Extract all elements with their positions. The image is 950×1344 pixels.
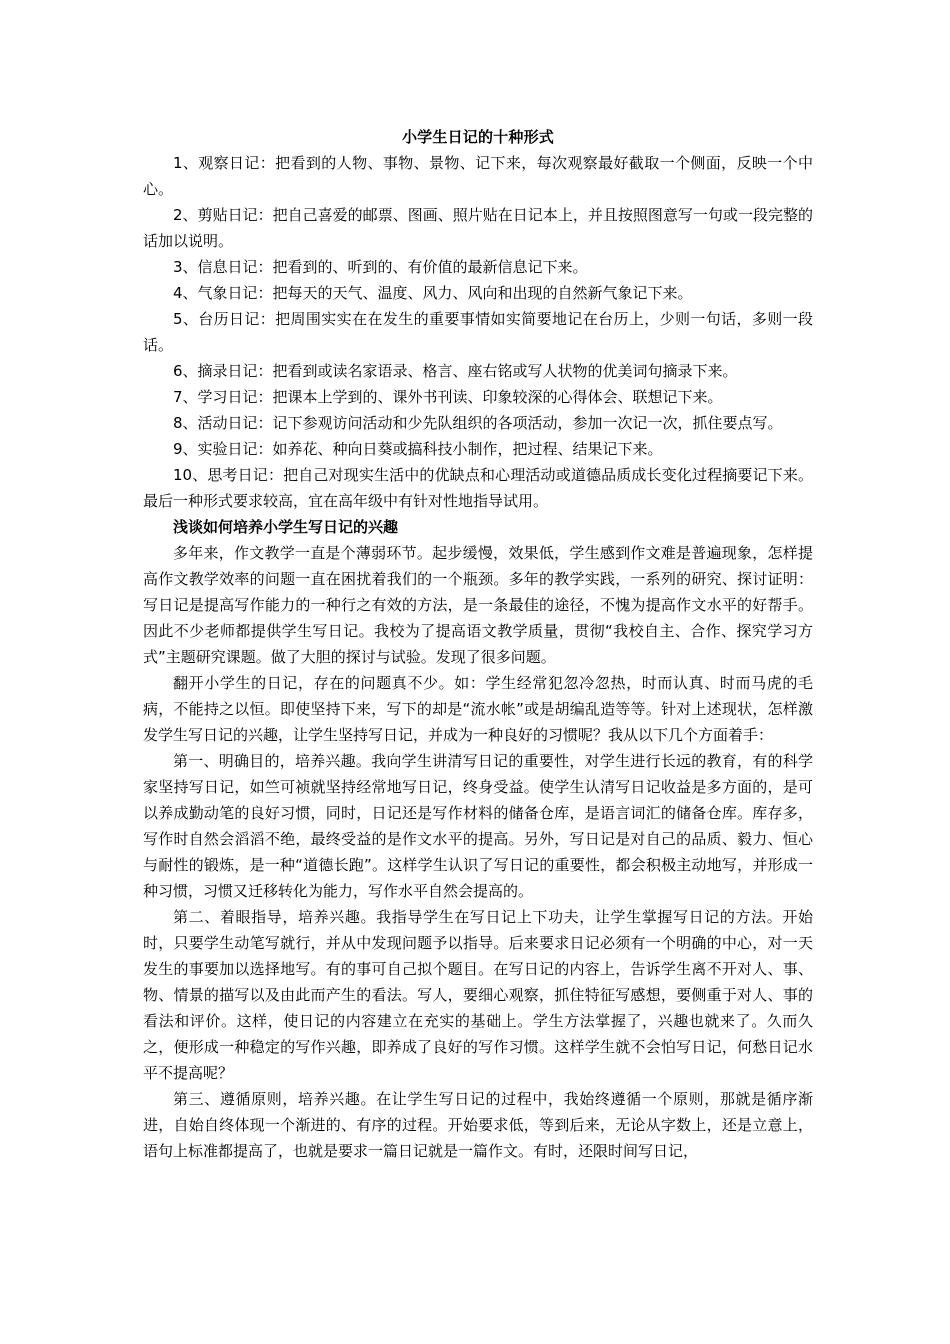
form-item-4: 4、气象日记：把每天的天气、温度、风力、风向和出现的自然新气象记下来。 (173, 284, 693, 302)
form-item-10: 10、思考日记：把自己对现实生活中的优缺点和心理活动或道德品质成长变化过程摘要记下来。最后一种形式要求较高，宜在高年级中有针对性地指导试用。 (143, 466, 813, 510)
document-title: 小学生日记的十种形式 (401, 128, 554, 146)
form-item-3: 3、信息日记：把看到的、听到的、有价值的最新信息记下来。 (173, 258, 588, 276)
form-item-1: 1、观察日记：把看到的人物、事物、景物、记下来，每次观察最好截取一个侧面，反映一个中心。 (143, 154, 813, 198)
form-item-7: 7、学习日记：把课本上学到的、课外书刊读、印象较深的心得体会、联想记下来。 (173, 388, 723, 406)
form-item-2: 2、剪贴日记：把自己喜爱的邮票、图画、照片贴在日记本上，并且按照图意写一句或一段完整的话加以说明。 (143, 206, 813, 250)
form-item-5: 5、台历日记：把周围实实在在发生的重要事情如实简要地记在台历上，少则一句话，多则一段话。 (143, 310, 813, 354)
body-paragraph: 第一、明确目的，培养兴趣。我向学生讲清写日记的重要性，对学生进行长远的教育，有的科学家坚持写日记，如竺可祯就坚持经常地写日记，终身受益。使学生认清写日记收益是多方面的，是可以养成勤动笔的良好习惯，同时，日记还是写作材料的储备仓库，是语言词汇的储备仓库。库存多，写作时自然会滔滔不绝，最终受益的是作文水平的提高。另外，写日记是对自己的品质、毅力、恒心与耐性的锻炼，是一种“道德长跑”。这样学生认识了写日记的重要性，都会积极主动地写，并形成一种习惯，习惯又迁移转化为能力，写作水平自然会提高的。 (143, 752, 813, 900)
body-paragraph: 第二、着眼指导，培养兴趣。我指导学生在写日记上下功夫，让学生掌握写日记的方法。开始时，只要学生动笔写就行，并从中发现问题予以指导。后来要求日记必须有一个明确的中心，对一天发生的事要加以选择地写。有的事可自己拟个题目。在写日记的内容上，告诉学生离不开对人、事、物、情景的描写以及由此而产生的看法。写人，要细心观察，抓住特征写感想，要侧重于对人、事的看法和评价。这样，使日记的内容建立在充实的基础上。学生方法掌握了，兴趣也就来了。久而久之，便形成一种稳定的写作兴趣，即养成了良好的写作习惯。这样学生就不会怕写日记，何愁日记水平不提高呢？ (143, 908, 813, 1082)
form-item-8: 8、活动日记：记下参观访问活动和少先队组织的各项活动，参加一次记一次，抓住要点写。 (173, 414, 783, 432)
section-heading: 浅谈如何培养小学生写日记的兴趣 (173, 518, 399, 536)
body-paragraph: 第三、遵循原则，培养兴趣。在让学生写日记的过程中，我始终遵循一个原则，那就是循序渐进，自始自终体现一个渐进的、有序的过程。开始要求低，等到后来，无论从字数上，还是立意上，语句上标准都提高了，也就是要求一篇日记就是一篇作文。有时，还限时间写日记， (143, 1090, 813, 1160)
body-paragraph: 多年来，作文教学一直是个薄弱环节。起步缓慢，效果低，学生感到作文难是普遍现象，怎样提高作文教学效率的问题一直在困扰着我们的一个瓶颈。多年的教学实践，一系列的研究、探讨证明：写日记是提高写作能力的一种行之有效的方法，是一条最佳的途径，不愧为提高作文水平的好帮手。因此不少老师都提供学生写日记。我校为了提高语文教学质量，贯彻“我校自主、合作、探究学习方式”主题研究课题。做了大胆的探讨与试验。发现了很多问题。 (143, 544, 813, 666)
form-item-6: 6、摘录日记：把看到或读名家语录、格言、座右铭或写人状物的优美词句摘录下来。 (173, 362, 738, 380)
document-page (143, 124, 813, 1164)
form-item-9: 9、实验日记：如养花、种向日葵或搞科技小制作，把过程、结果记下来。 (173, 440, 663, 458)
body-paragraph: 翻开小学生的日记，存在的问题真不少。如：学生经常犯忽冷忽热，时而认真、时而马虎的毛病，不能持之以恒。即使坚持下来，写下的却是“流水帐”或是胡编乱造等等。针对上述现状，怎样激发学生写日记的兴趣，让学生坚持写日记，并成为一种良好的习惯呢？我从以下几个方面着手： (143, 674, 813, 744)
